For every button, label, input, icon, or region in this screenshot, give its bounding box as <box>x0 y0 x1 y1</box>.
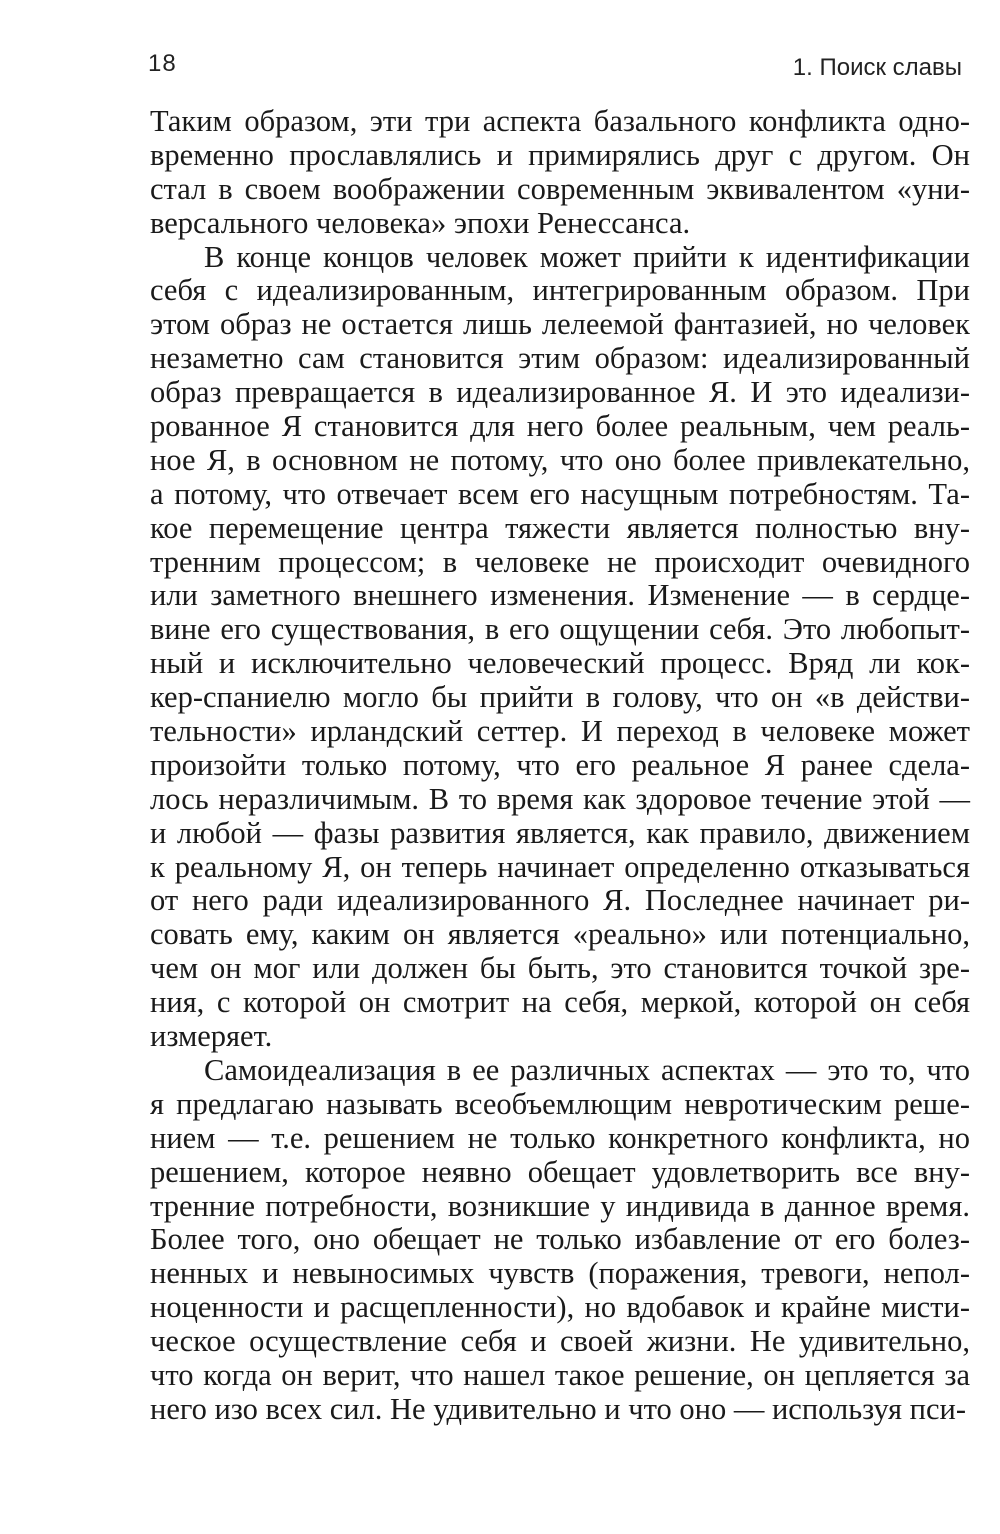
text-line: ческое осуществление себя и своей жизни. Не удивительно, <box>150 1324 970 1359</box>
text-line: нием — т.е. решением не только конкретного конфликта, но <box>150 1120 970 1155</box>
text-line: образ превращается в идеализированное Я. И это идеализи- <box>150 375 970 410</box>
text-line: себя с идеализированным, интегрированным образом. При <box>150 273 970 308</box>
text-line: и любой — фазы развития является, как правило, движением <box>150 815 970 850</box>
text-line: чем он мог или должен бы быть, это становится точкой зре- <box>150 951 970 986</box>
text-line: ненных и невыносимых чувств (поражения, тревоги, непол- <box>150 1256 970 1291</box>
text-line: ный и исключительно человеческий процесс. Вряд ли кок- <box>150 646 970 681</box>
text-line: ния, с которой он смотрит на себя, меркой, которой он себя <box>150 985 970 1020</box>
text-line: тельности» ирландский сеттер. И переход в человеке может <box>150 714 970 749</box>
page-number: 18 <box>148 50 177 77</box>
text-line: временно прославлялись и примирялись друг с другом. Он <box>150 137 970 172</box>
text-line: от него ради идеализированного Я. Последнее начинает ри- <box>150 883 970 918</box>
page-header <box>148 50 962 86</box>
text-line: него изо всех сил. Не удивительно и что оно — используя пси- <box>150 1391 967 1426</box>
text-line: я предлагаю называть всеобъемлющим невротическим реше- <box>150 1086 970 1121</box>
text-line: стал в своем воображении современным эквивалентом «уни- <box>150 171 970 206</box>
text-line: ное Я, в основном не потому, что оно более привлекательно, <box>150 442 970 477</box>
text-line: измеряет. <box>150 1019 273 1054</box>
text-line: а потому, что отвечает всем его насущным потребностям. Та- <box>150 476 970 511</box>
text-line: рованное Я становится для него более реальным, чем реаль- <box>150 409 970 444</box>
text-line: решением, которое неявно обещает удовлетворить все вну- <box>150 1154 970 1189</box>
text-line: ноценности и расщепленности), но вдобавок и крайне мисти- <box>150 1290 970 1325</box>
text-line: незаметно сам становится этим образом: идеализированный <box>150 341 970 376</box>
text-line: этом образ не остается лишь лелеемой фантазией, но человек <box>150 307 970 342</box>
running-head: 1. Поиск славы <box>792 54 962 81</box>
body-text <box>150 105 970 1427</box>
text-line: кое перемещение центра тяжести является полностью вну- <box>150 510 970 545</box>
text-line: или заметного внешнего изменения. Изменение — в сердце- <box>150 578 970 613</box>
text-line: совать ему, каким он является «реально» или потенциально, <box>150 917 970 952</box>
text-line: Таким образом, эти три аспекта базального конфликта одно- <box>150 104 970 138</box>
text-line: что когда он верит, что нашел такое решение, он цепляется за <box>150 1357 970 1392</box>
text-line: версального человека» эпохи Ренессанса. <box>150 205 691 240</box>
text-line: произойти только потому, что его реальное Я ранее сдела- <box>150 747 970 782</box>
text-line: лось неразличимым. В то время как здоровое течение этой — <box>150 781 970 816</box>
text-line: В конце концов человек может прийти к идентификации <box>204 239 970 274</box>
paragraph <box>150 1054 970 1427</box>
text-line: тренние потребности, возникшие у индивида в данное время. <box>150 1188 970 1223</box>
text-line: тренним процессом; в человеке не происходит очевидного <box>150 544 970 579</box>
text-line: к реальному Я, он теперь начинает определенно отказываться <box>150 849 970 884</box>
text-line: вине его существования, в его ощущении себя. Это любопыт- <box>150 612 970 647</box>
text-line: кер-спаниелю могло бы прийти в голову, что он «в действи- <box>150 680 970 715</box>
paragraph <box>150 241 970 1054</box>
paragraph <box>150 105 970 241</box>
text-line: Более того, оно обещает не только избавление от его болез- <box>150 1222 970 1257</box>
text-line: Самоидеализация в ее различных аспектах — это то, что <box>204 1052 970 1087</box>
